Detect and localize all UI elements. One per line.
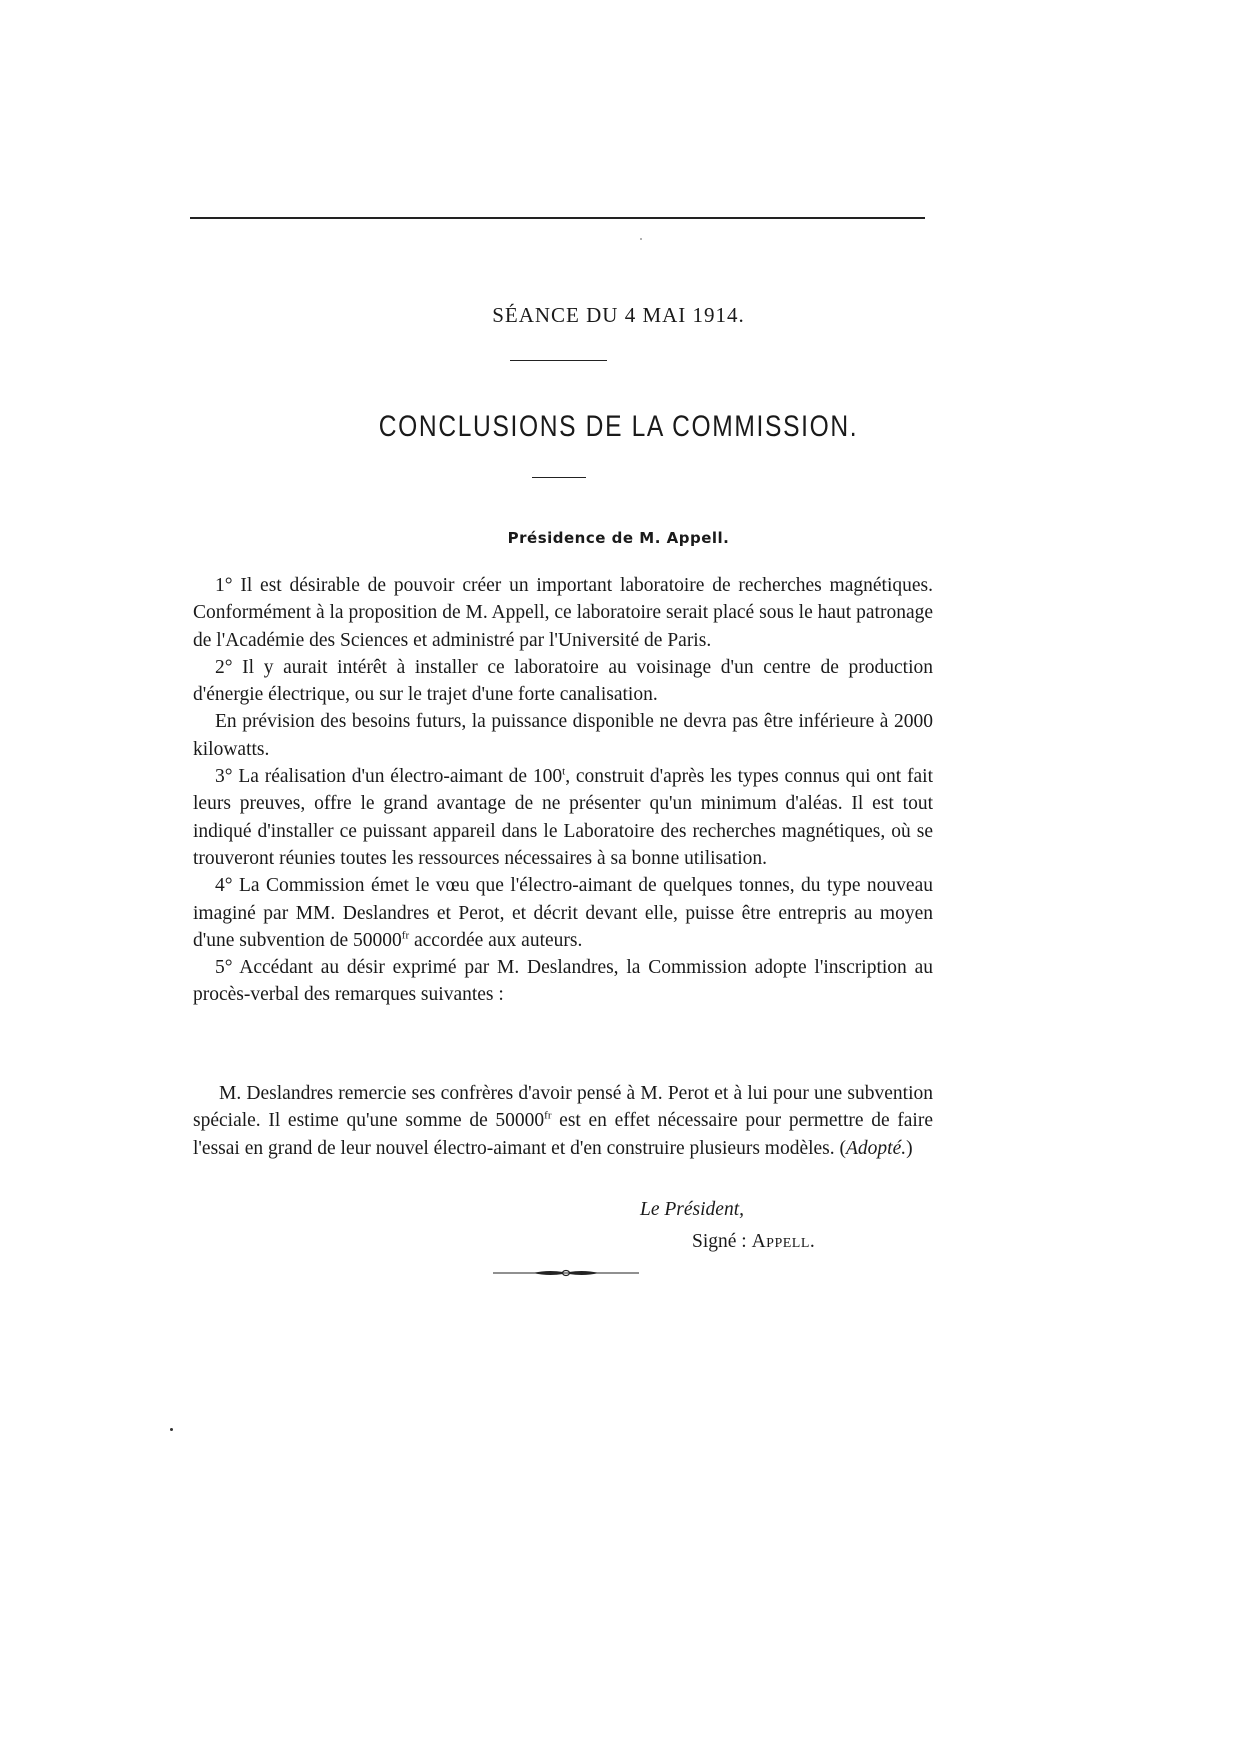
remark-text-end: ) [906,1137,913,1159]
remark-paragraph [193,1080,933,1162]
title-divider [532,477,586,478]
top-rule [190,217,925,219]
conclusion-paragraph-5 [193,872,933,954]
heading-divider [510,360,607,361]
conclusion-paragraph-4 [193,763,933,872]
currency-superscript: fr [401,929,410,942]
paragraph-5-text-start: 4° La Commission émet le vœu que l'électro-aimant de quelques tonnes, du type nouveau imaginé par MM. Deslandres et Perot, et décrit devant elle, puisse être entrepris au moyen d'une subvention de 50000 [193,875,933,951]
paragraph-5-text-end: accordée aux auteurs. [409,929,583,951]
signature-title: Le Président, [640,1199,744,1220]
conclusion-paragraph-2: 2° Il y aurait intérêt à installer ce laboratoire au voisinage d'un centre de production d'énergie électrique, ou sur le trajet d'une forte canalisation. [193,656,933,706]
conclusion-paragraph-1: 1° Il est désirable de pouvoir créer un important laboratoire de recherches magnétiques. Conformément à la proposition de M. Appell, ce laboratoire serait placé sous le haut patronage de l'Académie des Sciences et administré par l'Université de Paris. [193,575,933,651]
paragraph-4-text-start: 3° La réalisation d'un électro-aimant de 100 [215,766,563,788]
session-heading: SÉANCE DU 4 MAI 1914. [492,303,745,327]
signed-label: Signé : [692,1231,752,1252]
remark-text-start: M. Deslandres remercie ses confrères d'avoir pensé à M. Perot et à lui pour une subvention spéciale. Il estime qu'une somme de 50000 [193,1083,933,1132]
remark-text-middle: est en effet nécessaire pour permettre de faire l'essai en grand de leur nouvel électro-aimant et d'en construire plusieurs modèles. ( [193,1110,933,1159]
page-title: CONCLUSIONS DE LA COMMISSION. [378,410,859,443]
unit-superscript: t [562,765,566,778]
paper-speck [170,1428,173,1431]
adopted-note: Adopté. [846,1137,907,1159]
conclusion-paragraph-3: En prévision des besoins futurs, la puissance disponible ne devra pas être inférieure à 2000 kilowatts. [193,711,933,760]
currency-superscript: fr [544,1109,552,1122]
signature-line [692,1231,815,1253]
presidency-line: Présidence de M. Appell. [507,529,730,547]
signatory-name: Appell. [751,1231,816,1252]
conclusions-body [193,572,933,1009]
conclusion-paragraph-6: 5° Accédant au désir exprimé par M. Deslandres, la Commission adopte l'inscription au procès-verbal des remarques suivantes : [193,957,933,1006]
end-ornament [493,1268,639,1278]
deslandres-remark [193,1080,933,1162]
paragraph-4-text-end: , construit d'après les types connus qui ont fait leurs preuves, offre le grand avantage de ne présenter qu'un minimum d'aléas. Il est tout indiqué d'installer ce puissant appareil dans le Laboratoire des recherches magnétiques, où se trouveront réunies toutes les ressources nécessaires à sa bonne utilisation. [193,766,933,869]
paper-speck [640,238,642,240]
